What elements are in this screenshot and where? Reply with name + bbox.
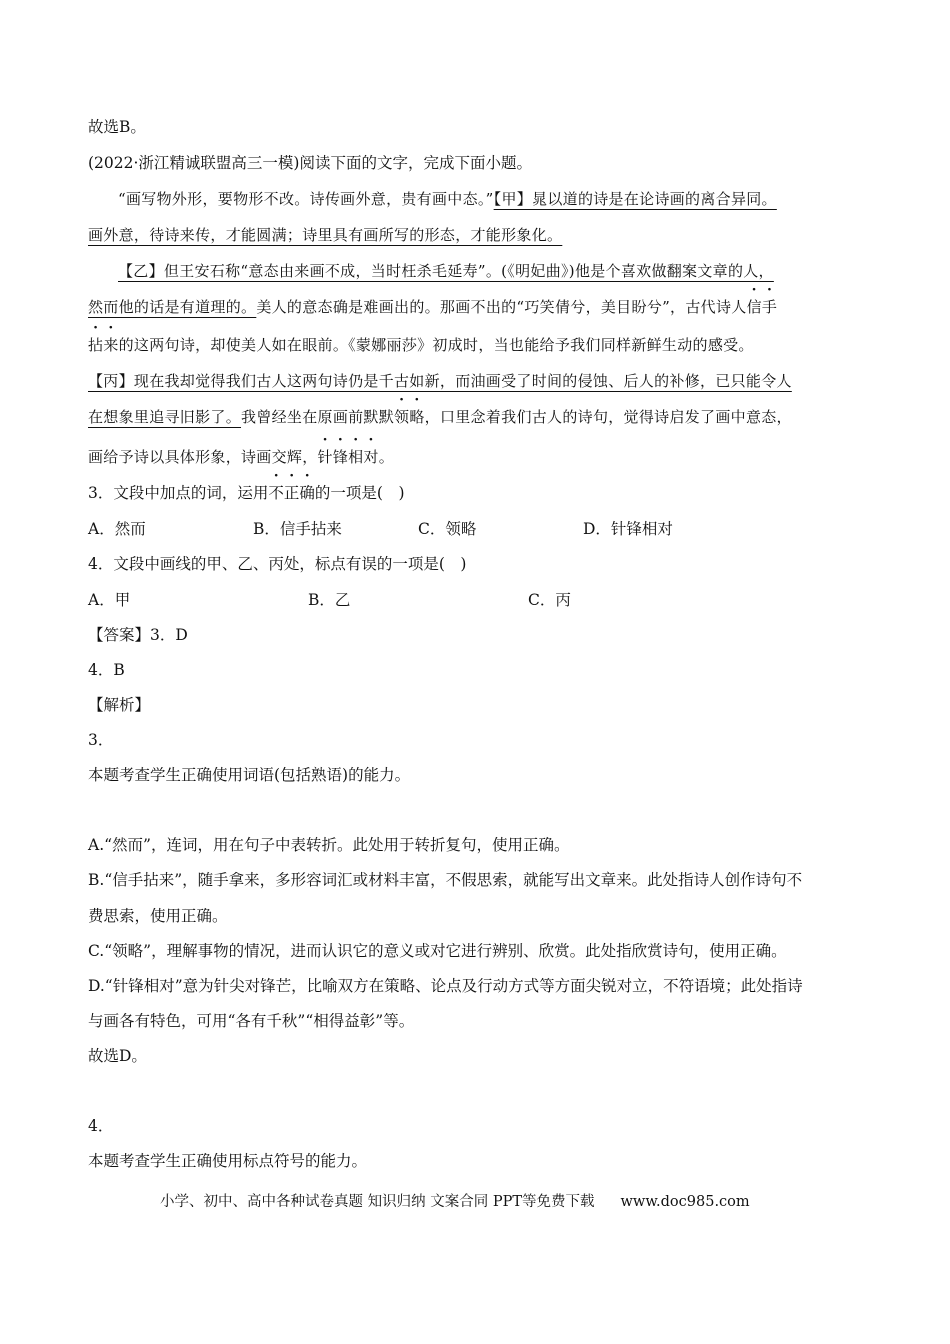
passage-line-5 xyxy=(88,334,754,356)
passage-line-2 xyxy=(88,224,562,246)
question-3-stem xyxy=(88,482,405,504)
analysis-3-option-c: C.“领略”，理解事物的情况，进而认识它的意义或对它进行辨别、欣赏。此处指欣赏诗句，使用正确。 xyxy=(88,942,787,960)
previous-conclusion: 故选B。 xyxy=(88,118,146,136)
analysis-3-option-d-line2: 与画各有特色，可用“各有千秋”“相得益彰”等。 xyxy=(88,1012,415,1030)
q4-option-a: A．甲 xyxy=(88,591,131,609)
passage-text: 美人的意态确是难画出的。那画不出的“巧笑倩兮，美目盼兮”，古代诗人 xyxy=(256,298,747,316)
analysis-3-conclusion: 故选D。 xyxy=(88,1047,147,1065)
dotted-char: 手 xyxy=(761,298,778,316)
passage-line-4 xyxy=(88,296,777,318)
dotted-char: 正 xyxy=(283,484,300,502)
passage-line-7 xyxy=(88,406,792,428)
page-footer xyxy=(160,1190,750,1211)
underline-yi-cont: 然而他的话是有道理的。 xyxy=(88,298,257,316)
passage-line-3 xyxy=(118,260,774,282)
q4-option-b: B．乙 xyxy=(308,591,351,609)
analysis-3-option-b-line2: 费思索，使用正确。 xyxy=(88,907,228,925)
dotted-char: 来 xyxy=(103,336,119,354)
underline-jia: 【甲】晁以道的诗是在论诗画的离合异同。 xyxy=(493,190,777,208)
passage-text: 。 xyxy=(378,448,395,466)
q4-option-c: C．丙 xyxy=(528,591,571,609)
passage-text: 我曾经坐在原画前默默 xyxy=(241,408,395,426)
answer-label: 【答案】3．D xyxy=(88,626,188,644)
question-4-stem: 4．文段中画线的甲、乙、丙处，标点有误的一项是( ) xyxy=(88,555,467,573)
analysis-3-option-b-line1: B.“信手拈来”，随手拿来，多形容词汇或材料丰富，不假思索，就能写出文章来。此处指诗人创作诗句不 xyxy=(88,871,803,889)
dotted-char: 拈 xyxy=(88,336,104,354)
dotted-char: 领 xyxy=(394,408,410,426)
passage-quote: “画写物外形，要物形不改。诗传画外意，贵有画中态。” xyxy=(118,190,494,208)
dotted-char: 对 xyxy=(363,448,379,466)
dotted-char: 锋 xyxy=(332,448,349,466)
analysis-label: 【解析】 xyxy=(88,696,151,714)
footer-site-link[interactable]: www.doc985.com xyxy=(620,1194,750,1210)
dotted-char: 确 xyxy=(299,484,315,502)
passage-line-8 xyxy=(88,446,394,468)
analysis-4-intro: 本题考查学生正确使用标点符号的能力。 xyxy=(88,1152,368,1170)
passage-line-6 xyxy=(88,370,792,392)
analysis-3-option-a: A.“然而”，连词，用在句子中表转折。此处用于转折复句，使用正确。 xyxy=(88,836,570,854)
passage-line-1 xyxy=(118,188,777,210)
dotted-char: 略 xyxy=(409,408,425,426)
q3-option-d: D．针锋相对 xyxy=(583,520,673,538)
q3-option-c: C．领略 xyxy=(418,520,477,538)
underline-bing-cont: 在想象里追寻旧影了。 xyxy=(88,408,242,426)
underline-jia-cont: 画外意，待诗来传，才能圆满；诗里具有画所写的形态，才能形象化。 xyxy=(88,226,563,244)
underline-bing: 【丙】现在我却觉得我们古人这两句诗仍是千古如新，而油画受了时间的侵蚀、后人的补修，已只能令人 xyxy=(88,372,792,390)
dotted-char: 相 xyxy=(348,448,364,466)
analysis-3-intro: 本题考查学生正确使用词语(包括熟语)的能力。 xyxy=(88,766,411,784)
passage-text: 的这两句诗，却使美人如在眼前。《蒙娜丽莎》初成时，当也能给予我们同样新鲜生动的感受。 xyxy=(118,336,754,354)
dotted-char: 不 xyxy=(268,484,284,502)
dotted-char: 信 xyxy=(746,298,762,316)
dotted-char: 针 xyxy=(317,448,333,466)
question-text: 3．文段中加点的词，运用 xyxy=(88,484,269,502)
q3-option-b: B．信手拈来 xyxy=(253,520,342,538)
analysis-4-number: 4． xyxy=(88,1117,114,1135)
underline-yi: 【乙】但王安石称“意态由来画不成，当时枉杀毛延寿”。(《明妃曲》)他是个喜欢做翻案文章的人， xyxy=(118,262,774,280)
q3-option-a: A．然而 xyxy=(88,520,146,538)
answer-4: 4．B xyxy=(88,661,125,679)
passage-text: 画给予诗以具体形象，诗画交辉， xyxy=(88,448,318,466)
footer-text: 小学、初中、高中各种试卷真题 知识归纳 文案合同 PPT等免费下载 xyxy=(160,1194,595,1210)
analysis-3-number: 3． xyxy=(88,731,114,749)
question-source: (2022·浙江精诚联盟高三一模)阅读下面的文字，完成下面小题。 xyxy=(88,154,532,172)
analysis-3-option-d-line1: D.“针锋相对”意为针尖对锋芒，比喻双方在策略、论点及行动方式等方面尖锐对立，不符语境；此处指诗 xyxy=(88,977,803,995)
question-text: 的一项是( ) xyxy=(314,484,405,502)
passage-text: ，口里念着我们古人的诗句，觉得诗启发了画中意态， xyxy=(424,408,792,426)
